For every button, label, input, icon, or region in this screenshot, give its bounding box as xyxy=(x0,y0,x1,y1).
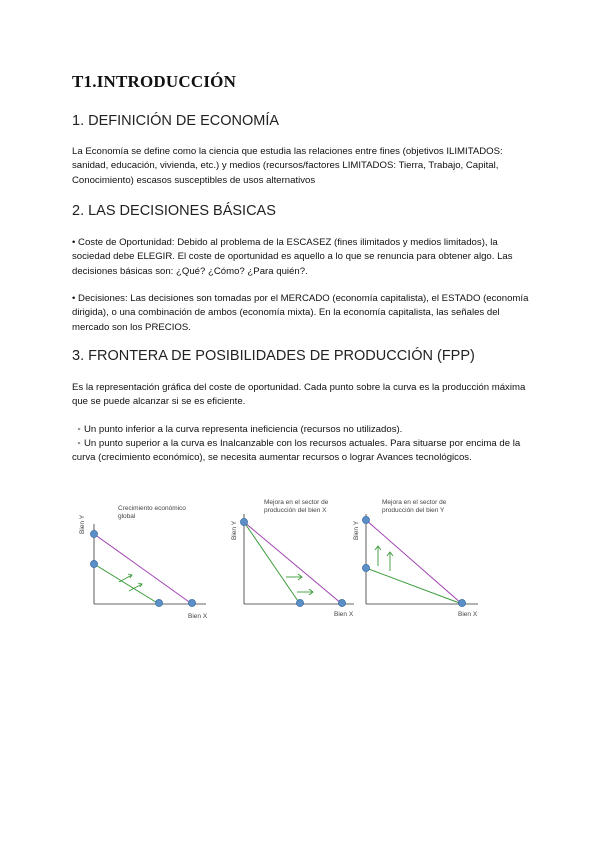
bullet-marker: ◦ xyxy=(72,424,81,435)
x-axis-label: Bien X xyxy=(334,611,354,618)
section-heading-fpp: 3. FRONTERA DE POSIBILIDADES DE PRODUCCIÓN (FPP) xyxy=(72,348,475,364)
fpp-graph-crecimiento-global xyxy=(72,496,222,626)
list-item-text: Un punto superior a la curva es Inalcanzable con los recursos actuales. Para situarse por encima de la curva (crecimiento económico), se necesita aumentar recursos o lograr Avances tecnológicos. xyxy=(72,438,521,464)
frontier-point xyxy=(362,516,369,523)
section-heading-definicion: 1. DEFINICIÓN DE ECONOMÍA xyxy=(72,113,280,129)
frontier-point xyxy=(458,599,465,606)
list-item-inalcanzable xyxy=(72,437,532,466)
frontier-point xyxy=(90,560,97,567)
frontier-point xyxy=(188,599,195,606)
frontier-point xyxy=(362,564,369,571)
fpp-graph-mejora-bien-y xyxy=(344,492,494,624)
growth-arrow xyxy=(119,575,132,582)
frontier-point xyxy=(296,599,303,606)
x-axis-label: Bien X xyxy=(188,613,208,620)
y-axis-label: Bien Y xyxy=(79,514,86,534)
new-frontier-line xyxy=(244,522,342,604)
bullet-marker: ◦ xyxy=(72,438,81,449)
graph-caption-line-2: producción del bien X xyxy=(264,507,327,514)
x-axis-label: Bien X xyxy=(458,611,478,618)
paragraph-definicion: La Economía se define como la ciencia que estudia las relaciones entre fines (objetivos ILIMITADOS: sanidad, educación, vivienda, etc.) y medios (recursos/factores LIMITADOS: Tierra, Trabajo, Capital, Conocimiento) escasos susceptibles de usos alternativos xyxy=(72,146,503,186)
paragraph-decisiones: • Decisiones: Las decisiones son tomadas por el MERCADO (economía capitalista), el ESTADO (economía dirigida), o una combinación de ambos (economía mixta). En la economía capitalista, las señales del mercado son los PRECIOS. xyxy=(72,293,529,333)
graph-caption-line-2: producción del bien Y xyxy=(382,507,445,514)
initial-frontier-line xyxy=(244,522,300,604)
y-axis-label: Bien Y xyxy=(353,520,360,540)
initial-frontier-line xyxy=(94,564,159,604)
graph-caption-line-1: Crecimiento económico xyxy=(118,505,186,512)
frontier-point xyxy=(90,530,97,537)
list-item-ineficiencia xyxy=(72,423,532,437)
frontier-point xyxy=(155,599,162,606)
graph-caption-line-1: Mejora en el sector de xyxy=(382,499,447,506)
list-item-text: Un punto inferior a la curva representa ineficiencia (recursos no utilizados). xyxy=(84,424,403,435)
new-frontier-line xyxy=(366,520,462,604)
frontier-point xyxy=(240,518,247,525)
graph-caption-line-2: global xyxy=(118,513,136,520)
paragraph-coste-oportunidad: • Coste de Oportunidad: Debido al problema de la ESCASEZ (fines ilimitados y medios limitados), la sociedad debe ELEGIR. El coste de oportunidad es aquello a lo que se renuncia para obtener algo. Las decisiones básicas son: ¿Qué? ¿Cómo? ¿Para quién?. xyxy=(72,237,513,277)
y-axis-label: Bien Y xyxy=(231,520,238,540)
paragraph-fpp: Es la representación gráfica del coste de oportunidad. Cada punto sobre la curva es la producción máxima que se puede alcanzar si se es eficiente. xyxy=(72,382,526,408)
initial-frontier-line xyxy=(366,568,462,604)
section-heading-decisiones: 2. LAS DECISIONES BÁSICAS xyxy=(72,203,276,219)
graph-caption-line-1: Mejora en el sector de xyxy=(264,499,329,506)
page-title: T1.INTRODUCCIÓN xyxy=(72,72,237,91)
new-frontier-line xyxy=(94,534,192,604)
